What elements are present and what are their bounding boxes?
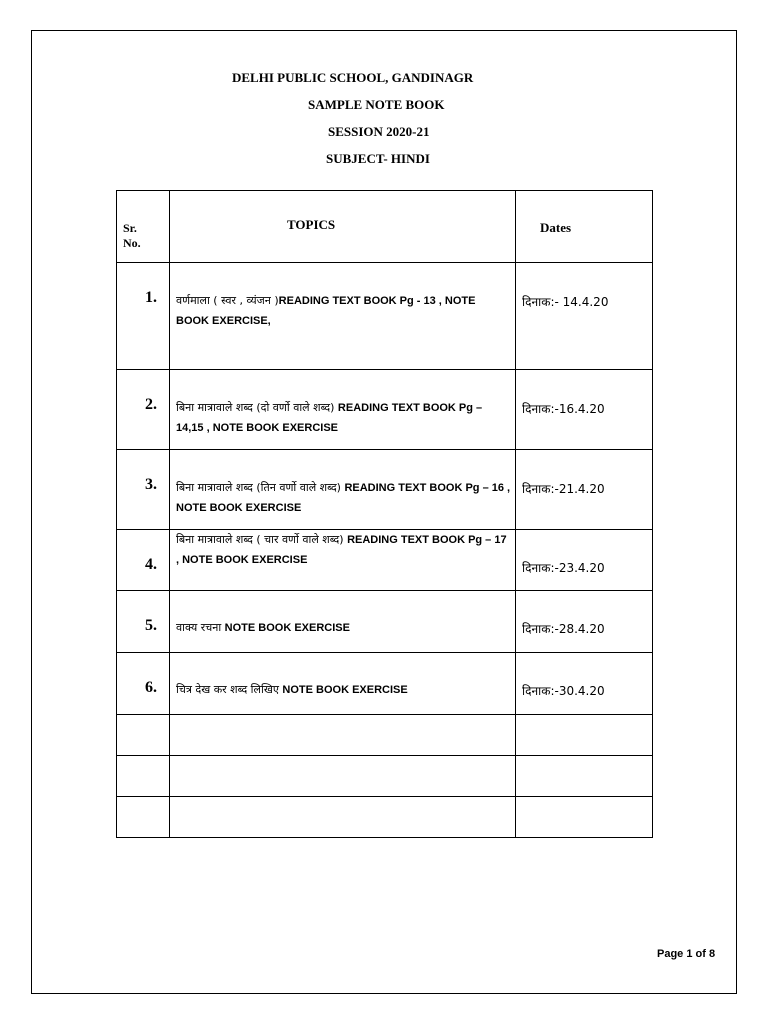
- topic-hindi: बिना मात्रावाले शब्द (दो वर्णो वाले शब्द): [176, 401, 338, 414]
- document-title: SAMPLE NOTE BOOK: [308, 97, 445, 112]
- topic-english: READING TEXT BOOK Pg – 16 , NOTE BOOK EXERCISE: [176, 482, 511, 514]
- header-no: No.: [123, 236, 141, 250]
- empty-cell: [170, 715, 516, 756]
- page-number: Page 1 of 8: [657, 948, 716, 960]
- topic-hindi: बिना मात्रावाले शब्द ( चार वर्णो वाले शब्द): [176, 533, 348, 546]
- row-date: दिनाक:-23.4.20: [516, 530, 653, 591]
- row-date: दिनाक:- 14.4.20: [516, 263, 653, 370]
- topic-english: READING TEXT BOOK Pg – 14,15 , NOTE BOOK EXERCISE: [176, 402, 483, 434]
- table-row: [117, 263, 653, 370]
- row-number: 3.: [117, 450, 170, 530]
- row-date: दिनाक:-21.4.20: [516, 450, 653, 530]
- row-date: दिनाक:-28.4.20: [516, 591, 653, 653]
- header-dates: Dates: [516, 191, 653, 263]
- topic-hindi: बिना मात्रावाले शब्द (तिन वर्णो वाले शब्द): [176, 481, 345, 494]
- subject-label: SUBJECT- HINDI: [326, 151, 430, 166]
- session-label: SESSION 2020-21: [328, 124, 430, 139]
- row-number: 6.: [117, 653, 170, 715]
- table-row: [117, 450, 653, 530]
- row-number: 4.: [117, 530, 170, 591]
- row-date: दिनाक:-16.4.20: [516, 370, 653, 450]
- header-sr-no: [117, 191, 170, 263]
- row-topic: [170, 370, 516, 450]
- empty-row: [117, 756, 653, 797]
- empty-cell: [516, 756, 653, 797]
- row-date: दिनाक:-30.4.20: [516, 653, 653, 715]
- empty-row: [117, 797, 653, 838]
- topic-hindi: वर्णमाला ( स्वर , व्यंजन ): [176, 294, 279, 307]
- topic-english: NOTE BOOK EXERCISE: [224, 622, 350, 634]
- empty-cell: [516, 797, 653, 838]
- empty-row: [117, 715, 653, 756]
- table-row: [117, 591, 653, 653]
- table-row: [117, 653, 653, 715]
- table-row: [117, 370, 653, 450]
- school-name: DELHI PUBLIC SCHOOL, GANDINAGR: [232, 70, 474, 85]
- header-topics: TOPICS: [170, 191, 516, 263]
- table-header-row: [117, 191, 653, 263]
- empty-cell: [117, 756, 170, 797]
- topic-english: NOTE BOOK EXERCISE: [282, 684, 408, 696]
- empty-cell: [170, 756, 516, 797]
- row-topic: [170, 263, 516, 370]
- topic-hindi: चित्र देख कर शब्द लिखिए: [176, 683, 283, 696]
- row-topic: [170, 591, 516, 653]
- row-number: 1.: [117, 263, 170, 370]
- row-topic: [170, 450, 516, 530]
- topics-table: [116, 190, 653, 838]
- topic-english: READING TEXT BOOK Pg - 13 , NOTE BOOK EXERCISE,: [176, 295, 476, 327]
- topic-hindi: वाक्य रचना: [176, 621, 225, 634]
- header-sr: Sr.: [123, 221, 137, 235]
- empty-cell: [117, 715, 170, 756]
- empty-cell: [170, 797, 516, 838]
- row-number: 5.: [117, 591, 170, 653]
- topic-english: READING TEXT BOOK Pg – 17 , NOTE BOOK EXERCISE: [176, 534, 507, 566]
- row-topic: [170, 653, 516, 715]
- table-row: [117, 530, 653, 591]
- row-topic: [170, 530, 516, 591]
- empty-cell: [516, 715, 653, 756]
- empty-cell: [117, 797, 170, 838]
- row-number: 2.: [117, 370, 170, 450]
